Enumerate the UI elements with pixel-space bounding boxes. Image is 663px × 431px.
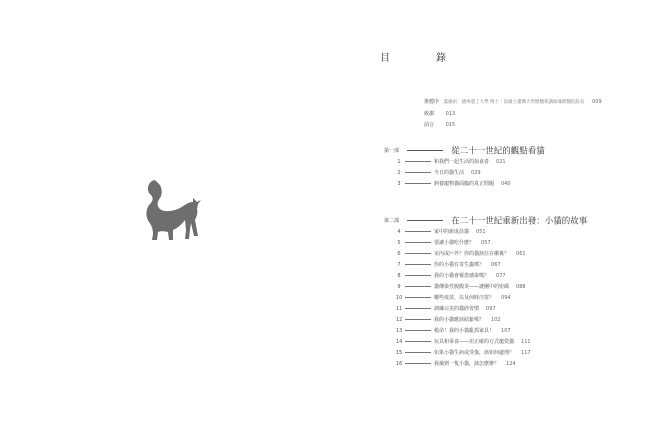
chapter-rule	[405, 363, 431, 364]
chapter-title: 我的小貓會罹患感染嗎？	[434, 273, 490, 279]
chapter-entry	[396, 361, 516, 368]
chapter-title: 救命！我的小貓亂抓家具！	[434, 328, 495, 334]
chapter-entry	[396, 251, 526, 258]
chapter-number: 12	[396, 317, 403, 323]
chapter-rule	[405, 330, 431, 331]
chapter-number: 11	[396, 306, 403, 312]
chapter-number: 14	[396, 339, 403, 345]
chapter-rule	[405, 253, 431, 254]
chapter-page: 077	[496, 273, 506, 279]
chapter-entry	[396, 339, 531, 346]
chapter-entry	[396, 350, 531, 357]
chapter-page: 021	[496, 159, 506, 165]
chapter-number: 3	[397, 181, 401, 187]
chapter-entry	[396, 262, 501, 269]
chapter-title: 室內或戶外？你的貓該住在哪裏？	[434, 251, 510, 257]
chapter-page: 088	[516, 284, 526, 290]
part-title: 在二十一世紀重新出發：小貓的故事	[451, 216, 588, 227]
chapter-number: 5	[397, 240, 401, 246]
front-matter-page: 015	[445, 122, 456, 128]
chapter-rule	[405, 352, 431, 353]
chapter-rule	[405, 161, 431, 162]
chapter-entry	[396, 170, 481, 177]
part-heading	[384, 140, 545, 159]
front-matter-label: 推薦序	[424, 99, 440, 105]
chapter-title: 哪些疫苗，以及何時注射？	[434, 295, 495, 301]
chapter-title: 我撿到一隻小貓，該怎麼辦？	[434, 361, 500, 367]
chapter-page: 029	[471, 170, 481, 176]
chapter-number: 8	[397, 273, 401, 279]
chapter-rule	[405, 286, 431, 287]
chapter-rule	[405, 308, 431, 309]
chapter-rule	[405, 297, 431, 298]
front-matter-item	[424, 110, 455, 117]
chapter-rule	[405, 172, 431, 173]
front-matter-item	[424, 98, 602, 105]
chapter-page: 111	[521, 339, 531, 345]
front-matter-page: 013	[445, 111, 456, 117]
chapter-title: 貓傳染性腹膜炎——謎團中的密碼	[434, 284, 510, 290]
chapter-number: 9	[397, 284, 401, 290]
front-matter-label: 致謝	[424, 111, 435, 117]
chapter-title: 和我們一起生活的掠食者	[434, 159, 490, 165]
cat-silhouette-icon	[140, 176, 202, 242]
chapter-title: 訓練完美的貓砂習慣	[434, 306, 480, 312]
chapter-page: 107	[501, 328, 511, 334]
chapter-number: 16	[396, 361, 403, 367]
chapter-number: 2	[397, 170, 401, 176]
chapter-number: 7	[397, 262, 401, 268]
chapter-entry	[396, 240, 491, 247]
chapter-entry	[396, 284, 526, 291]
front-matter-text: 葉慶祈．德州農工大學 博士｜前國立臺灣大學獸醫系講師兼獸醫院院長	[443, 100, 585, 105]
chapter-entry	[396, 181, 511, 188]
part-title: 從二十一世紀的觀點看貓	[451, 146, 545, 157]
chapter-page: 094	[501, 295, 511, 301]
part-rule	[407, 150, 443, 151]
chapter-rule	[405, 183, 431, 184]
chapter-page: 061	[516, 251, 526, 257]
chapter-entry	[396, 229, 486, 236]
chapter-number: 6	[397, 251, 401, 257]
toc-heading: 目 錄	[380, 53, 464, 64]
part-label: 第一部	[384, 148, 400, 154]
chapter-entry	[396, 159, 506, 166]
chapter-title: 玩具和零食——用正確的方式寵愛貓	[434, 339, 515, 345]
chapter-page: 067	[491, 262, 501, 268]
part-heading	[384, 210, 587, 229]
chapter-entry	[396, 273, 506, 280]
front-matter-item	[424, 121, 455, 128]
chapter-rule	[405, 231, 431, 232]
front-matter-page: 009	[592, 99, 602, 105]
chapter-number: 15	[396, 350, 403, 356]
chapter-title: 家中的新成員貓	[434, 229, 470, 235]
chapter-title: 飼養寵物貓面臨的真正問題	[434, 181, 495, 187]
chapter-number: 10	[396, 295, 403, 301]
part-rule	[407, 220, 443, 221]
chapter-page: 102	[491, 317, 501, 323]
chapter-page: 124	[506, 361, 516, 367]
chapter-number: 1	[397, 159, 401, 165]
chapter-page: 117	[521, 350, 531, 356]
chapter-rule	[405, 319, 431, 320]
chapter-entry	[396, 317, 501, 324]
chapter-title: 今日的貓生活	[434, 170, 465, 176]
chapter-rule	[405, 275, 431, 276]
chapter-title: 我的小貓應該結紮嗎？	[434, 317, 485, 323]
chapter-number: 13	[396, 328, 403, 334]
chapter-page: 051	[476, 229, 486, 235]
chapter-page: 097	[486, 306, 496, 312]
chapter-title: 要讓小貓吃什麼？	[434, 240, 475, 246]
chapter-entry	[396, 306, 496, 313]
chapter-entry	[396, 295, 511, 302]
front-matter-label: 前言	[424, 122, 435, 128]
part-label: 第二部	[384, 218, 400, 224]
chapter-entry	[396, 328, 511, 335]
chapter-number: 4	[397, 229, 401, 235]
chapter-title: 你的小貓有寄生蟲嗎？	[434, 262, 485, 268]
chapter-page: 040	[501, 181, 511, 187]
chapter-rule	[405, 242, 431, 243]
chapter-rule	[405, 264, 431, 265]
chapter-page: 057	[481, 240, 491, 246]
chapter-title: 如果小貓生病或受傷，該如何處理？	[434, 350, 515, 356]
chapter-rule	[405, 341, 431, 342]
